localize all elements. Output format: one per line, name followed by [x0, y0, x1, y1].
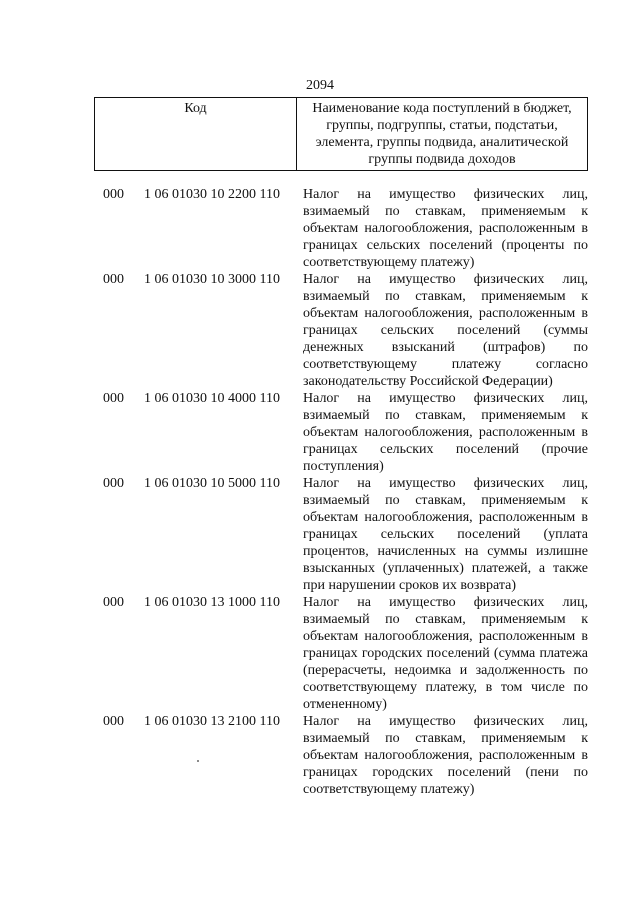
income-name: Налог на имущество физических лиц, взимаемый по ставкам, применяемым к объектам налогообложения, расположенным в границах сельских поселений (прочие поступления)	[303, 391, 588, 474]
income-name: Налог на имущество физических лиц, взимаемый по ставкам, применяемым к объектам налогообложения, расположенным в границах городских поселений (пени по соответствующему платежу)	[303, 714, 588, 797]
income-code: 1 06 01030 13 2100 110	[144, 714, 280, 729]
income-code: 1 06 01030 13 1000 110	[144, 595, 280, 610]
scan-speck	[197, 760, 199, 762]
income-code: 1 06 01030 10 4000 110	[144, 391, 280, 406]
admin-code: 000	[103, 714, 124, 729]
income-code: 1 06 01030 10 3000 110	[144, 272, 280, 287]
income-code: 1 06 01030 10 2200 110	[144, 187, 280, 202]
page-number: 2094	[306, 78, 334, 93]
income-name: Налог на имущество физических лиц, взимаемый по ставкам, применяемым к объектам налогообложения, расположенным в границах сельских поселений (суммы денежных взысканий (штрафов) по соответствующему платежу согласно законодательству Российской Федерации)	[303, 272, 588, 389]
admin-code: 000	[103, 272, 124, 287]
header-table	[94, 97, 588, 171]
admin-code: 000	[103, 187, 124, 202]
header-name-label: Наименование кода поступлений в бюджет, группы, подгруппы, статьи, подстатьи, элемента, группы подвида, аналитической группы подвида доходов	[297, 98, 588, 171]
admin-code: 000	[103, 476, 124, 491]
income-name: Налог на имущество физических лиц, взимаемый по ставкам, применяемым к объектам налогообложения, расположенным в границах сельских поселений (уплата процентов, начисленных на суммы излишне взысканных (уплаченных) платежей, а также при нарушении сроков их возврата)	[303, 476, 588, 593]
admin-code: 000	[103, 595, 124, 610]
income-code: 1 06 01030 10 5000 110	[144, 476, 280, 491]
income-name: Налог на имущество физических лиц, взимаемый по ставкам, применяемым к объектам налогообложения, расположенным в границах сельских поселений (проценты по соответствующему платежу)	[303, 187, 588, 270]
admin-code: 000	[103, 391, 124, 406]
header-code-label: Код	[95, 98, 297, 171]
income-name: Налог на имущество физических лиц, взимаемый по ставкам, применяемым к объектам налогообложения, расположенным в границах городских поселений (сумма платежа (перерасчеты, недоимка и задолженность по соответствующему платежу, в том числе по отмененному)	[303, 595, 588, 712]
